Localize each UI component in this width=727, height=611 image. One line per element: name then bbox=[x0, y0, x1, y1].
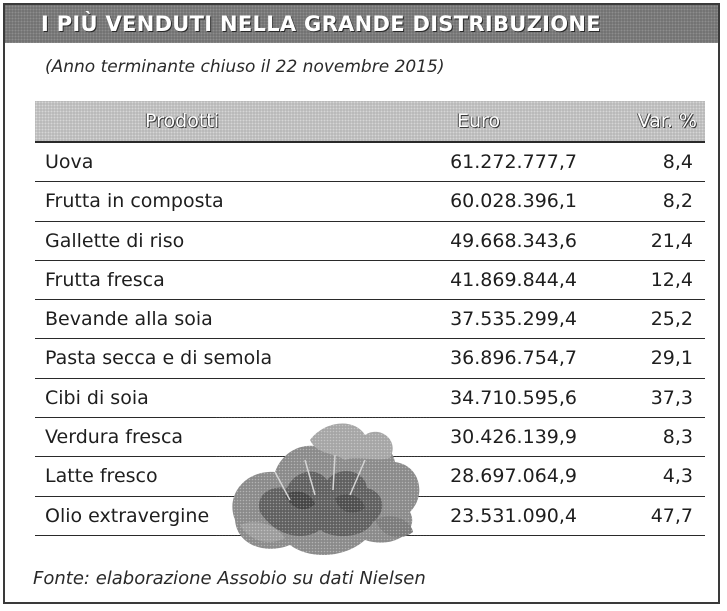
variation-cell: 8,3 bbox=[662, 426, 693, 449]
source-note: Fonte: elaborazione Assobio su dati Nielsen bbox=[33, 568, 426, 589]
table-row bbox=[35, 222, 705, 261]
table-row bbox=[35, 497, 705, 536]
variation-cell: 4,3 bbox=[662, 465, 693, 488]
sales-table bbox=[35, 101, 705, 536]
product-cell: Frutta in composta bbox=[45, 190, 224, 213]
euro-cell: 37.535.299,4 bbox=[450, 308, 577, 331]
header-variation: Var. % bbox=[637, 110, 697, 132]
euro-cell: 34.710.595,6 bbox=[450, 386, 577, 409]
euro-cell: 30.426.139,9 bbox=[450, 426, 577, 449]
table-row bbox=[35, 143, 705, 182]
table-row bbox=[35, 182, 705, 221]
euro-cell: 61.272.777,7 bbox=[450, 151, 577, 173]
product-cell: Olio extravergine bbox=[45, 504, 210, 527]
table-row bbox=[35, 261, 705, 300]
product-cell: Uova bbox=[45, 151, 94, 173]
table-row bbox=[35, 339, 705, 378]
variation-cell: 8,2 bbox=[662, 190, 693, 213]
variation-cell: 8,4 bbox=[662, 151, 693, 173]
table-row bbox=[35, 300, 705, 339]
infographic-title: I PIÙ VENDUTI NELLA GRANDE DISTRIBUZIONE bbox=[5, 5, 718, 43]
euro-cell: 41.869.844,4 bbox=[450, 268, 577, 291]
euro-cell: 23.531.090,4 bbox=[450, 504, 577, 527]
euro-cell: 49.668.343,6 bbox=[450, 229, 577, 252]
infographic-box bbox=[3, 3, 720, 604]
variation-cell: 29,1 bbox=[650, 347, 693, 370]
product-cell: Pasta secca e di semola bbox=[45, 347, 273, 370]
product-cell: Verdura fresca bbox=[45, 426, 184, 449]
header-euro: Euro bbox=[457, 110, 501, 132]
euro-cell: 28.697.064,9 bbox=[450, 465, 577, 488]
period-subtitle: (Anno terminante chiuso il 22 novembre 2015) bbox=[45, 57, 445, 77]
euro-cell: 60.028.396,1 bbox=[450, 190, 577, 213]
product-cell: Bevande alla soia bbox=[45, 308, 213, 331]
product-cell: Frutta fresca bbox=[45, 268, 165, 291]
product-cell: Latte fresco bbox=[45, 465, 158, 488]
variation-cell: 21,4 bbox=[650, 229, 693, 252]
variation-cell: 47,7 bbox=[650, 504, 693, 527]
euro-cell: 36.896.754,7 bbox=[450, 347, 577, 370]
table-row bbox=[35, 418, 705, 457]
header-products: Prodotti bbox=[145, 110, 220, 132]
table-row bbox=[35, 457, 705, 496]
product-cell: Cibi di soia bbox=[45, 386, 149, 409]
product-cell: Gallette di riso bbox=[45, 229, 185, 252]
variation-cell: 12,4 bbox=[650, 268, 693, 291]
table-row bbox=[35, 379, 705, 418]
variation-cell: 25,2 bbox=[650, 308, 693, 331]
table-header bbox=[35, 101, 705, 143]
variation-cell: 37,3 bbox=[650, 386, 693, 409]
